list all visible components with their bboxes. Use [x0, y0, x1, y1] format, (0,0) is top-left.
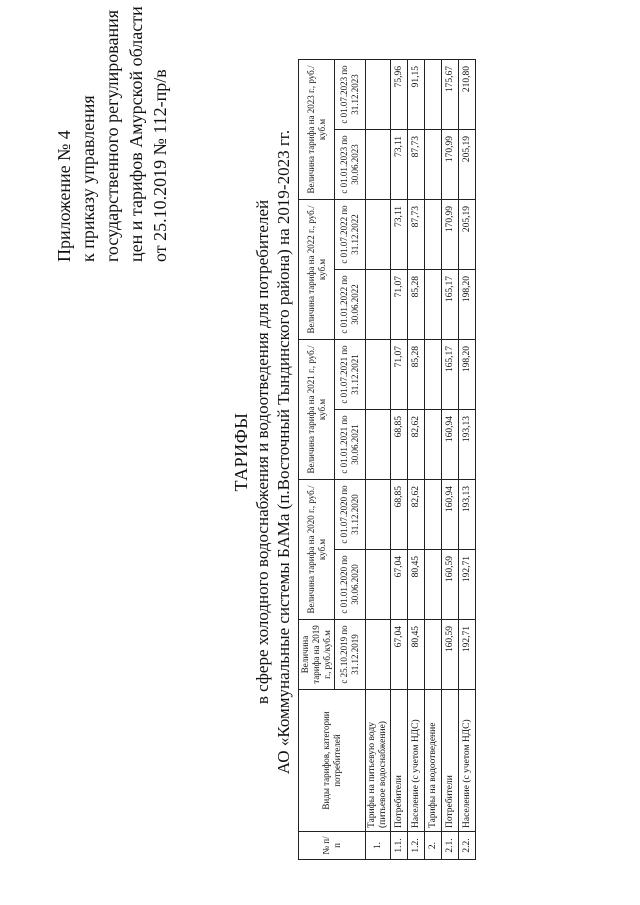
table-header-row	[299, 60, 335, 860]
value-cell: 198,20	[459, 340, 476, 410]
row-index: 1.1.	[391, 832, 408, 860]
value-cell	[425, 340, 442, 410]
value-cell	[425, 550, 442, 620]
value-cell	[366, 130, 391, 200]
value-cell: 165,17	[442, 340, 459, 410]
row-name: Население (с учетом НДС)	[408, 690, 425, 832]
value-cell	[366, 200, 391, 270]
appendix-line: от 25.10.2019 № 112-пр/в	[150, 69, 170, 262]
header-2019: Величина тарифа на 2019 г., руб./куб.м	[299, 620, 335, 690]
row-index: 1.2.	[408, 832, 425, 860]
value-cell	[366, 620, 391, 690]
period-header: с 01.01.2022 по 30.06.2022	[335, 270, 366, 340]
table-row	[391, 60, 408, 860]
value-cell: 91,15	[408, 60, 425, 130]
table-row	[366, 60, 391, 860]
value-cell	[425, 270, 442, 340]
period-header: с 25.10.2019 по 31.12.2019	[335, 620, 366, 690]
header-2021: Величина тарифа на 2021 г., руб./куб.м	[299, 340, 335, 480]
row-index: 1.	[366, 832, 391, 860]
value-cell: 80,45	[408, 620, 425, 690]
value-cell: 160,59	[442, 620, 459, 690]
value-cell: 205,19	[459, 200, 476, 270]
value-cell: 71,07	[391, 340, 408, 410]
period-header: с 01.01.2020 по 30.06.2020	[335, 550, 366, 620]
appendix-line: цен и тарифов Амурской области	[126, 6, 146, 262]
value-cell: 85,28	[408, 270, 425, 340]
row-index: 2.2.	[459, 832, 476, 860]
row-index: 2.1.	[442, 832, 459, 860]
value-cell	[366, 340, 391, 410]
title-block	[230, 22, 294, 882]
period-header: с 01.07.2020 по 31.12.2020	[335, 480, 366, 550]
period-header: с 01.01.2021 по 30.06.2021	[335, 410, 366, 480]
value-cell	[366, 60, 391, 130]
value-cell	[425, 620, 442, 690]
value-cell	[425, 60, 442, 130]
appendix-line: государственного регулирования	[102, 9, 122, 262]
value-cell: 67,04	[391, 550, 408, 620]
table-row	[442, 60, 459, 860]
header-2022: Величина тарифа на 2022 г., руб./куб.м	[299, 200, 335, 340]
row-name: Потребители	[391, 690, 408, 832]
value-cell: 87,73	[408, 200, 425, 270]
value-cell: 85,28	[408, 340, 425, 410]
value-cell: 170,99	[442, 130, 459, 200]
header-2020: Величина тарифа на 2020 г., руб./куб.м	[299, 480, 335, 620]
value-cell: 82,62	[408, 480, 425, 550]
value-cell: 87,73	[408, 130, 425, 200]
value-cell	[425, 200, 442, 270]
value-cell	[425, 480, 442, 550]
value-cell: 160,94	[442, 480, 459, 550]
document-sheet	[40, 6, 600, 882]
value-cell: 67,04	[391, 620, 408, 690]
value-cell	[425, 130, 442, 200]
value-cell: 68,85	[391, 480, 408, 550]
value-cell: 82,62	[408, 410, 425, 480]
appendix-line: к приказу управления	[78, 95, 98, 262]
value-cell: 68,85	[391, 410, 408, 480]
header-idx: № п/п	[299, 832, 366, 860]
period-header: с 01.07.2023 по 31.12.2023	[335, 60, 366, 130]
value-cell: 193,13	[459, 410, 476, 480]
document-subtitle-organization: АО «Коммунальные системы БАМа (п.Восточный Тындинского района) на 2019-2023 гг.	[274, 129, 293, 775]
value-cell: 198,20	[459, 270, 476, 340]
period-header: с 01.07.2022 по 31.12.2022	[335, 200, 366, 270]
value-cell	[425, 410, 442, 480]
header-2023: Величина тарифа на 2023 г., руб./куб.м	[299, 60, 335, 200]
value-cell: 192,71	[459, 550, 476, 620]
value-cell: 205,19	[459, 130, 476, 200]
row-index: 2.	[425, 832, 442, 860]
value-cell	[366, 550, 391, 620]
value-cell	[366, 480, 391, 550]
value-cell: 80,45	[408, 550, 425, 620]
value-cell: 192,71	[459, 620, 476, 690]
row-name: Тарифы на водоотведение	[425, 690, 442, 832]
row-name: Население (с учетом НДС)	[459, 690, 476, 832]
row-name: Тарифы на питьевую воду (питьевое водоснабжение)	[366, 690, 391, 832]
value-cell: 71,07	[391, 270, 408, 340]
period-header: с 01.01.2023 по 30.06.2023	[335, 130, 366, 200]
value-cell: 75,96	[391, 60, 408, 130]
document-title: ТАРИФЫ	[231, 412, 251, 492]
header-name: Виды тарифов, категории потребителей	[299, 690, 366, 832]
appendix-block	[52, 6, 172, 262]
period-header: с 01.07.2021 по 31.12.2021	[335, 340, 366, 410]
value-cell: 160,59	[442, 550, 459, 620]
table-row	[408, 60, 425, 860]
table-row	[425, 60, 442, 860]
value-cell	[366, 410, 391, 480]
value-cell: 160,94	[442, 410, 459, 480]
value-cell: 210,80	[459, 60, 476, 130]
row-name: Потребители	[442, 690, 459, 832]
value-cell: 193,13	[459, 480, 476, 550]
appendix-line: Приложение № 4	[54, 130, 74, 262]
value-cell	[366, 270, 391, 340]
tariff-table	[298, 59, 476, 860]
value-cell: 165,17	[442, 270, 459, 340]
table-row	[459, 60, 476, 860]
value-cell: 175,67	[442, 60, 459, 130]
document-subtitle: в сфере холодного водоснабжения и водоотведения для потребителей	[253, 199, 272, 705]
value-cell: 73,11	[391, 130, 408, 200]
value-cell: 73,11	[391, 200, 408, 270]
value-cell: 170,99	[442, 200, 459, 270]
